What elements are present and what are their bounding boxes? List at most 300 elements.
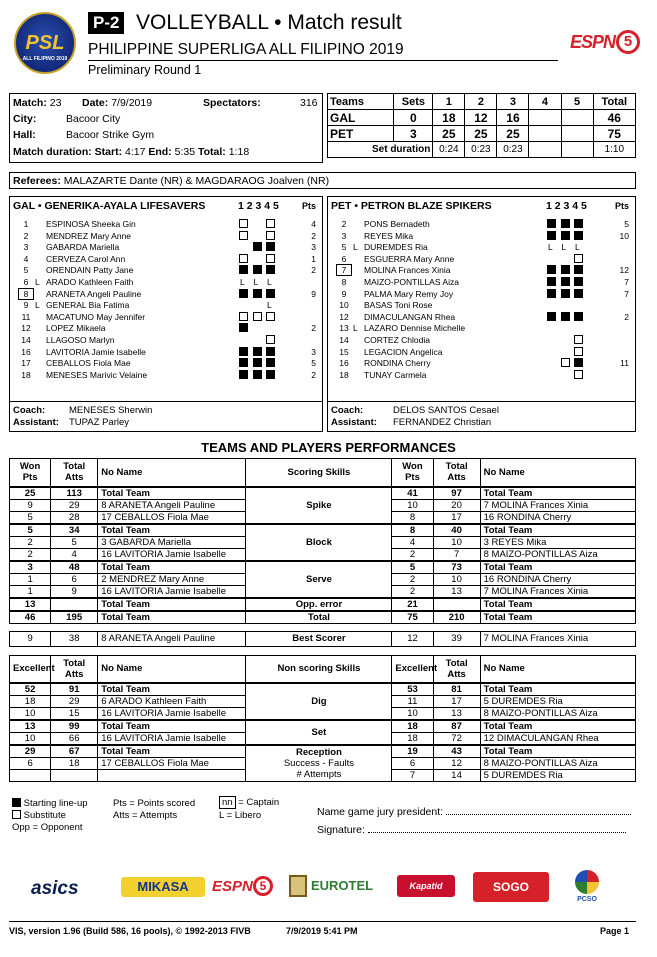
team-b-total: 13 xyxy=(433,708,480,721)
best-b-total: 39 xyxy=(433,631,480,646)
substitute-icon xyxy=(574,254,583,263)
player-number: 5 xyxy=(341,242,347,253)
starting-lineup-icon xyxy=(574,231,583,240)
team-a-won: 9 xyxy=(10,499,51,511)
coach-name: DELOS SANTOS Cesael xyxy=(393,405,499,416)
city-label: City: xyxy=(13,113,37,125)
team-a-total: 5 xyxy=(51,536,98,548)
score-cell xyxy=(561,126,593,142)
team-a-total: 34 xyxy=(51,524,98,537)
libero-mark: L xyxy=(35,277,40,287)
player-number: 9 xyxy=(341,288,347,299)
sponsor-espn-5-icon: 5 xyxy=(253,876,273,896)
team-a-total: 29 xyxy=(51,499,98,511)
starting-lineup-icon xyxy=(547,265,556,274)
team-b-won: 18 xyxy=(392,720,433,733)
team-b-name: Total Team xyxy=(480,611,635,624)
city-value: Bacoor City xyxy=(66,113,121,125)
coach-line xyxy=(13,405,152,416)
player-number: 10 xyxy=(339,300,349,311)
performance-section xyxy=(9,655,636,783)
best-a-won: 9 xyxy=(10,631,51,646)
team-b-name: Total Team xyxy=(480,561,635,574)
player-name: MOLINA Frances Xinia xyxy=(364,265,451,276)
libero-mark: L xyxy=(35,300,40,311)
player-name: BASAS Toni Rose xyxy=(364,300,433,311)
player-name: TUNAY Carmela xyxy=(364,369,427,380)
player-name: LEGACION Angelica xyxy=(364,346,443,357)
footer-divider xyxy=(9,921,636,922)
player-points: 3 xyxy=(311,346,316,357)
team-a-won: 29 xyxy=(10,745,51,758)
starting-lineup-icon xyxy=(239,265,248,274)
player-number: 14 xyxy=(21,335,31,345)
match-label: Match: xyxy=(13,97,47,109)
skill-label: Reception xyxy=(295,747,342,758)
starting-lineup-icon xyxy=(239,370,248,379)
player-number: 16 xyxy=(21,346,31,357)
player-row xyxy=(10,218,324,230)
team-b-total xyxy=(433,598,480,611)
starting-lineup-icon xyxy=(561,289,570,298)
team-a-name: Total Team xyxy=(98,598,246,611)
libero-set-mark: L xyxy=(267,300,272,311)
starting-lineup-icon xyxy=(253,370,262,379)
end-time: 5:35 xyxy=(174,146,196,158)
legend-starting: Starting line-up xyxy=(23,798,88,809)
team-b-won: 10 xyxy=(392,499,433,511)
player-points: 2 xyxy=(624,311,629,322)
duration-label: Match duration: xyxy=(13,146,92,158)
starting-lineup-icon xyxy=(547,312,556,321)
starting-lineup-icon xyxy=(266,370,275,379)
performance-row xyxy=(10,683,636,696)
performance-row xyxy=(10,611,636,624)
libero-set-mark: L xyxy=(548,242,553,253)
score-team-code: GAL xyxy=(328,110,394,126)
hall-label: Hall: xyxy=(13,129,36,141)
starting-lineup-icon xyxy=(574,289,583,298)
set-duration-cell xyxy=(529,142,561,158)
libero-mark: L xyxy=(353,323,358,334)
set-duration-cell: 1:10 xyxy=(593,142,635,158)
score-header-cell: 1 xyxy=(433,94,465,110)
team-a-name xyxy=(98,770,246,782)
footer-datetime: 7/9/2019 5:41 PM xyxy=(286,926,358,936)
set-duration-label: Set duration xyxy=(328,142,433,158)
team-a-total: 6 xyxy=(51,573,98,585)
team-a-total xyxy=(51,770,98,782)
player-row xyxy=(328,253,637,265)
team-a-won: 5 xyxy=(10,511,51,524)
team-a-won: 25 xyxy=(10,487,51,500)
captain-box-icon: nn xyxy=(219,796,236,809)
score-header-cell: 4 xyxy=(529,94,561,110)
set-duration-cell xyxy=(561,142,593,158)
logo-text: PSL xyxy=(25,32,65,54)
legend-points: Pts = Points scored xyxy=(113,798,196,809)
starting-lineup-icon xyxy=(253,358,262,367)
score-header-cell: Teams xyxy=(328,94,394,110)
score-cell xyxy=(529,110,561,126)
player-points: 3 xyxy=(311,242,316,253)
player-row xyxy=(328,369,637,381)
performance-row xyxy=(10,745,636,758)
team-a-total: 15 xyxy=(51,708,98,721)
team-a-total: 18 xyxy=(51,758,98,770)
player-number: 2 xyxy=(23,230,29,241)
player-name: LAZARO Dennise Michelle xyxy=(364,323,466,334)
player-row xyxy=(10,241,324,253)
team-a-roster xyxy=(9,196,323,432)
sponsor-asics: asics xyxy=(31,878,79,899)
starting-lineup-icon xyxy=(561,312,570,321)
set-duration-cell: 0:24 xyxy=(433,142,465,158)
score-cell: 25 xyxy=(433,126,465,142)
starting-lineup-icon xyxy=(574,358,583,367)
libero-mark: L xyxy=(353,242,358,253)
team-b-won: 2 xyxy=(392,548,433,561)
score-table xyxy=(327,93,636,158)
team-b-total: 10 xyxy=(433,536,480,548)
team-a-won: 46 xyxy=(10,611,51,624)
skill-label: Block xyxy=(306,536,332,548)
performance-header-row xyxy=(10,655,636,683)
score-cell: 12 xyxy=(465,110,497,126)
player-number: 12 xyxy=(21,323,31,334)
assistant-line xyxy=(13,417,129,428)
player-row xyxy=(328,311,637,323)
performance-row xyxy=(10,561,636,574)
player-number: 1 xyxy=(23,219,29,229)
team-a-won: 1 xyxy=(10,585,51,598)
performance-header-cell: No Name xyxy=(98,459,246,487)
team-b-roster xyxy=(327,196,636,432)
skill-label: Total xyxy=(307,611,330,623)
report-code: P-2 xyxy=(88,12,124,34)
assistant-name: TUPAZ Parley xyxy=(69,417,130,428)
player-points: 7 xyxy=(624,277,629,287)
page-title: VOLLEYBALL • Match result xyxy=(136,11,402,34)
player-name: LOPEZ Mikaela xyxy=(46,323,106,334)
performance-row xyxy=(10,598,636,611)
substitute-icon xyxy=(12,810,21,819)
total-time: 1:18 xyxy=(228,146,250,158)
best-scorer-row xyxy=(9,631,636,647)
substitute-icon xyxy=(253,312,262,321)
team-b-total: 87 xyxy=(433,720,480,733)
player-name: ORENDAIN Patty Jane xyxy=(46,265,134,276)
performance-header-cell: No Name xyxy=(480,655,635,683)
player-row xyxy=(328,276,637,288)
performance-row xyxy=(10,487,636,500)
player-number: 11 xyxy=(21,311,31,322)
team-title: PET • PETRON BLAZE SPIKERS xyxy=(331,200,492,212)
team-a-total: 66 xyxy=(51,733,98,746)
score-header-cell: Sets xyxy=(394,94,433,110)
team-a-won: 6 xyxy=(10,758,51,770)
team-a-total: 48 xyxy=(51,561,98,574)
score-cell: 3 xyxy=(394,126,433,142)
performance-row xyxy=(10,720,636,733)
performance-header-cell: No Name xyxy=(480,459,635,487)
team-b-won: 10 xyxy=(392,708,433,721)
player-row xyxy=(10,346,324,358)
starting-lineup-icon xyxy=(561,219,570,228)
player-row xyxy=(328,218,637,230)
date-label: Date: xyxy=(82,97,109,109)
player-points: 4 xyxy=(311,219,316,229)
team-b-name: 7 MOLINA Frances Xinia xyxy=(480,585,635,598)
starting-lineup-icon xyxy=(239,289,248,298)
team-b-won: 5 xyxy=(392,561,433,574)
starting-lineup-icon xyxy=(574,265,583,274)
set-duration-cell: 0:23 xyxy=(465,142,497,158)
player-name: CEBALLOS Fiola Mae xyxy=(46,358,131,369)
best-b-name: 7 MOLINA Frances Xinia xyxy=(480,631,635,646)
player-name: LAVITORIA Jamie Isabelle xyxy=(46,346,146,357)
starting-lineup-icon xyxy=(239,323,248,332)
player-number: 2 xyxy=(341,219,347,229)
team-a-name: 8 ARANETA Angeli Pauline xyxy=(98,499,246,511)
libero-set-mark: L xyxy=(253,277,259,287)
starting-lineup-icon xyxy=(574,312,583,321)
team-b-total: 72 xyxy=(433,733,480,746)
score-cell xyxy=(529,126,561,142)
team-b-total: 20 xyxy=(433,499,480,511)
player-name: LLAGOSO Marlyn xyxy=(46,335,115,345)
player-name: ESGUERRA Mary Anne xyxy=(364,253,455,264)
starting-lineup-icon xyxy=(239,358,248,367)
score-cell: 16 xyxy=(497,110,529,126)
team-a-name: 2 MENDREZ Mary Anne xyxy=(98,573,246,585)
team-a-name: 6 ARADO Kathleen Faith xyxy=(98,696,246,708)
team-a-name: 17 CEBALLOS Fiola Mae xyxy=(98,511,246,524)
team-b-won: 2 xyxy=(392,573,433,585)
substitute-icon xyxy=(239,231,248,240)
player-points: 10 xyxy=(619,230,629,241)
team-b-name: Total Team xyxy=(480,524,635,537)
player-row xyxy=(10,276,324,288)
team-b-total: 13 xyxy=(433,585,480,598)
starting-lineup-icon xyxy=(266,347,275,356)
sponsor-kapatid: Kapatid xyxy=(397,875,455,897)
set-duration-cell: 0:23 xyxy=(497,142,529,158)
sponsor-sogo: SOGO xyxy=(473,872,549,902)
performance-header-cell: No Name xyxy=(98,655,246,683)
team-b-name: Total Team xyxy=(480,720,635,733)
coach-line xyxy=(331,405,499,416)
skill-name xyxy=(246,745,392,782)
hall-value: Bacoor Strike Gym xyxy=(66,129,155,141)
eurotel-crest-icon xyxy=(289,875,307,897)
performance-header-cell: Total Atts xyxy=(51,459,98,487)
performance-header-cell: Won Pts xyxy=(10,459,51,487)
best-scorer-label: Best Scorer xyxy=(246,631,392,646)
points-header: Pts xyxy=(615,201,630,211)
substitute-icon xyxy=(266,231,275,240)
skill-sublabel: # Attempts xyxy=(296,769,342,780)
team-a-won: 10 xyxy=(10,733,51,746)
coach-label: Coach: xyxy=(13,405,46,416)
coach-name: MENESES Sherwin xyxy=(69,405,153,416)
best-a-total: 38 xyxy=(51,631,98,646)
score-cell: 75 xyxy=(593,126,635,142)
team-b-name: Total Team xyxy=(480,683,635,696)
player-number: 13 xyxy=(339,323,349,334)
performance-section xyxy=(9,458,636,624)
starting-lineup-icon xyxy=(253,289,262,298)
player-number: 14 xyxy=(339,335,349,345)
sponsor-strip xyxy=(9,860,636,916)
player-name: CERVEZA Carol Ann xyxy=(46,253,126,264)
player-name: REYES Mika xyxy=(364,230,414,241)
starting-lineup-icon xyxy=(547,219,556,228)
score-header-cell: 2 xyxy=(465,94,497,110)
team-b-won: 8 xyxy=(392,511,433,524)
team-a-name: 16 LAVITORIA Jamie Isabelle xyxy=(98,733,246,746)
legend xyxy=(9,796,636,856)
score-header-cell: 3 xyxy=(497,94,529,110)
team-b-won: 7 xyxy=(392,770,433,782)
player-number: 6 xyxy=(341,253,347,264)
player-name: ARADO Kathleen Faith xyxy=(46,277,134,287)
score-cell: 18 xyxy=(433,110,465,126)
skill-sublabel: Success - Faults xyxy=(283,758,355,769)
player-points: 9 xyxy=(311,288,316,299)
starting-lineup-icon xyxy=(239,347,248,356)
performances-title: TEAMS AND PLAYERS PERFORMANCES xyxy=(201,440,456,455)
footer-page: Page 1 xyxy=(600,926,630,936)
score-header-cell: Total xyxy=(593,94,635,110)
performance-header-cell: Total Atts xyxy=(51,655,98,683)
substitute-icon xyxy=(561,358,570,367)
player-number: 16 xyxy=(339,358,349,369)
player-row xyxy=(328,288,637,300)
skill-name xyxy=(246,683,392,720)
assistant-line xyxy=(331,417,491,428)
team-b-won: 11 xyxy=(392,696,433,708)
player-name: CORTEZ Chlodia xyxy=(364,335,430,345)
player-points: 1 xyxy=(311,253,316,264)
match-info-box xyxy=(9,93,323,163)
psl-logo xyxy=(14,12,76,74)
player-number: 18 xyxy=(21,369,31,380)
team-a-won: 13 xyxy=(10,598,51,611)
team-a-name: Total Team xyxy=(98,561,246,574)
skill-name xyxy=(246,487,392,524)
performance-header-cell: Total Atts xyxy=(433,655,480,683)
player-row xyxy=(10,264,324,276)
player-name: MAIZO-PONTILLAS Aiza xyxy=(364,277,459,287)
team-title: GAL • GENERIKA-AYALA LIFESAVERS xyxy=(13,200,206,212)
logo-subtext: ALL FILIPINO 2019 xyxy=(22,56,68,62)
team-b-name: Total Team xyxy=(480,487,635,500)
performance-header-cell: Scoring Skills xyxy=(246,459,392,487)
substitute-icon xyxy=(239,312,248,321)
player-row xyxy=(10,334,324,346)
team-a-name: Total Team xyxy=(98,683,246,696)
substitute-icon xyxy=(239,219,248,228)
team-b-won: 2 xyxy=(392,585,433,598)
player-row xyxy=(10,311,324,323)
legend-substitute: Substitute xyxy=(23,810,66,821)
player-name: GENERAL Bia Fatima xyxy=(46,300,130,311)
player-number: 4 xyxy=(23,253,29,264)
score-cell: 25 xyxy=(497,126,529,142)
team-a-total: 29 xyxy=(51,696,98,708)
libero-set-mark: L xyxy=(561,242,567,253)
end-label: End: xyxy=(148,146,172,158)
team-b-total: 210 xyxy=(433,611,480,624)
player-row xyxy=(10,253,324,265)
substitute-icon xyxy=(574,370,583,379)
team-b-name: 12 DIMACULANGAN Rhea xyxy=(480,733,635,746)
performance-header-cell: Non scoring Skills xyxy=(246,655,392,683)
player-number: 8 xyxy=(341,277,347,287)
performance-row xyxy=(10,524,636,537)
footer-version: VIS, version 1.96 (Build 586, 16 pools), © 1992-2013 FIVB xyxy=(9,926,251,936)
player-name: ARANETA Angeli Pauline xyxy=(46,288,142,299)
substitute-icon xyxy=(266,335,275,344)
player-name: MENESES Marivic Velaine xyxy=(46,369,148,380)
jury-name-field xyxy=(446,814,631,815)
team-a-name: Total Team xyxy=(98,524,246,537)
performance-header-cell: Won Pts xyxy=(392,459,433,487)
skill-label: Dig xyxy=(311,696,327,707)
team-b-total: 17 xyxy=(433,696,480,708)
team-a-won: 5 xyxy=(10,524,51,537)
team-a-won: 3 xyxy=(10,561,51,574)
skill-name xyxy=(246,720,392,745)
starting-lineup-icon xyxy=(574,277,583,286)
skill-name xyxy=(246,598,392,611)
coach-label: Coach: xyxy=(331,405,364,416)
team-b-name: 5 DUREMDES Ria xyxy=(480,770,635,782)
sponsor-pcso: PCSO xyxy=(577,896,597,903)
player-number: 8 xyxy=(18,288,34,300)
player-name: RONDINA Cherry xyxy=(364,358,431,369)
team-b-won: 18 xyxy=(392,733,433,746)
team-a-total: 91 xyxy=(51,683,98,696)
skill-label: Set xyxy=(311,727,327,738)
starting-lineup-icon xyxy=(561,277,570,286)
performance-header-cell: Excellent xyxy=(10,655,51,683)
substitute-icon xyxy=(574,335,583,344)
team-b-name: Total Team xyxy=(480,745,635,758)
player-name: DIMACULANGAN Rhea xyxy=(364,311,456,322)
player-points: 12 xyxy=(619,265,629,276)
best-a-name: 8 ARANETA Angeli Pauline xyxy=(98,631,246,646)
skill-label: Spike xyxy=(306,499,332,511)
sets-header: 1 2 3 4 5 xyxy=(546,200,587,212)
team-a-name: 16 LAVITORIA Jamie Isabelle xyxy=(98,585,246,598)
player-points: 5 xyxy=(624,219,629,229)
team-a-won: 13 xyxy=(10,720,51,733)
sponsor-espn: ESPN xyxy=(212,878,253,895)
starting-lineup-icon xyxy=(266,289,275,298)
team-b-name: 8 MAIZO-PONTILLAS Aiza xyxy=(480,708,635,721)
player-number: 3 xyxy=(23,242,29,253)
team-b-won: 19 xyxy=(392,745,433,758)
starting-lineup-icon xyxy=(253,265,262,274)
player-row xyxy=(10,299,324,311)
player-name: PALMA Mary Remy Joy xyxy=(364,288,454,299)
score-cell: 0 xyxy=(394,110,433,126)
substitute-icon xyxy=(239,254,248,263)
performance-header-row xyxy=(10,459,636,487)
team-b-name: 16 RONDINA Cherry xyxy=(480,573,635,585)
